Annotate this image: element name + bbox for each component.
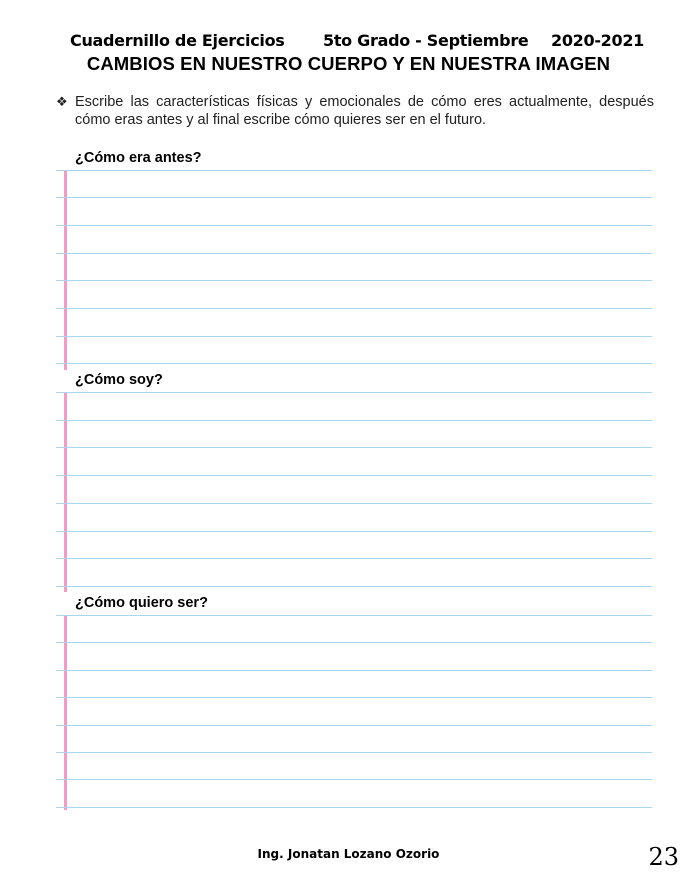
writing-line[interactable] — [56, 225, 652, 226]
question-now: ¿Cómo soy? — [75, 372, 163, 388]
header-workbook-title: Cuadernillo de Ejercicios — [70, 31, 285, 50]
writing-line[interactable] — [56, 392, 652, 393]
writing-line[interactable] — [56, 363, 652, 364]
writing-line[interactable] — [56, 586, 652, 587]
page-title: CAMBIOS EN NUESTRO CUERPO Y EN NUESTRA IMAGEN — [86, 53, 611, 74]
writing-line[interactable] — [56, 447, 652, 448]
question-before: ¿Cómo era antes? — [75, 150, 202, 166]
section-now — [56, 372, 652, 592]
writing-line[interactable] — [56, 752, 652, 753]
header-school-year: 2020-2021 — [551, 31, 645, 50]
writing-line[interactable] — [56, 531, 652, 532]
writing-line[interactable] — [56, 336, 652, 337]
writing-line[interactable] — [56, 420, 652, 421]
margin-line — [64, 615, 67, 810]
writing-line[interactable] — [56, 807, 652, 808]
writing-line[interactable] — [56, 197, 652, 198]
writing-line[interactable] — [56, 642, 652, 643]
writing-line[interactable] — [56, 503, 652, 504]
diamond-bullet-icon: ❖ — [56, 94, 68, 109]
question-future: ¿Cómo quiero ser? — [75, 595, 208, 611]
page-header — [70, 31, 645, 53]
page-number: 23 — [648, 843, 679, 871]
writing-line[interactable] — [56, 779, 652, 780]
writing-line[interactable] — [56, 725, 652, 726]
margin-line — [64, 392, 67, 592]
writing-line[interactable] — [56, 280, 652, 281]
section-future — [56, 595, 652, 810]
writing-line[interactable] — [56, 170, 652, 171]
writing-line[interactable] — [56, 475, 652, 476]
instruction — [56, 93, 654, 129]
section-before — [56, 150, 652, 370]
writing-line[interactable] — [56, 308, 652, 309]
header-grade-month: 5to Grado - Septiembre — [323, 31, 529, 50]
footer-author: Ing. Jonatan Lozano Ozorio — [257, 847, 440, 861]
writing-line[interactable] — [56, 697, 652, 698]
writing-line[interactable] — [56, 615, 652, 616]
margin-line — [64, 170, 67, 370]
writing-line[interactable] — [56, 670, 652, 671]
writing-line[interactable] — [56, 558, 652, 559]
instruction-text: Escribe las características físicas y emocionales de cómo eres actualmente, después cómo eras antes y al final escribe cómo quieres ser en el futuro. — [75, 94, 654, 128]
writing-line[interactable] — [56, 253, 652, 254]
